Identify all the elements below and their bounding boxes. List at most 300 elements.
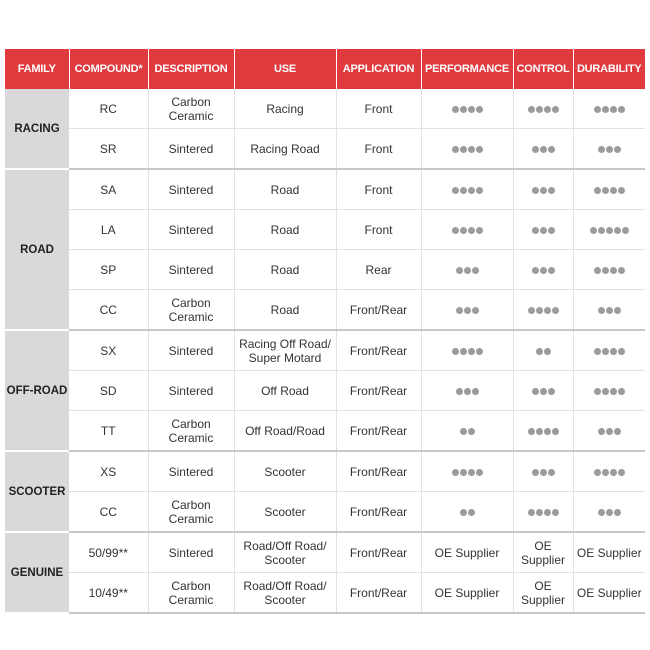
rating-dot-icon <box>614 509 621 516</box>
compound-cell <box>69 129 148 170</box>
application-cell <box>336 210 421 250</box>
description-text: Sintered <box>168 343 214 358</box>
performance-cell <box>421 250 513 290</box>
description-cell <box>148 330 234 371</box>
durability-cell <box>573 573 645 614</box>
control-rating-dots <box>536 348 551 355</box>
rating-dot-icon <box>602 267 609 274</box>
application-text: Front <box>364 182 393 197</box>
application-text: Front/Rear <box>349 585 408 600</box>
rating-dot-icon <box>460 146 467 153</box>
rating-dot-icon <box>532 227 539 234</box>
rating-dot-icon <box>610 187 617 194</box>
application-text: Front/Rear <box>349 383 408 398</box>
use-text: Road/Off Road/ Scooter <box>243 538 327 567</box>
description-cell <box>148 573 234 614</box>
rating-dot-icon <box>544 307 551 314</box>
use-cell <box>234 492 336 533</box>
control-cell <box>513 411 573 452</box>
description-text: Carbon Ceramic <box>168 416 214 445</box>
rating-dot-icon <box>540 469 547 476</box>
compound-cell <box>69 411 148 452</box>
application-cell <box>336 129 421 170</box>
rating-dot-icon <box>468 146 475 153</box>
rating-dot-icon <box>606 509 613 516</box>
rating-dot-icon <box>618 388 625 395</box>
table-row <box>5 129 645 170</box>
compound-cell <box>69 250 148 290</box>
durability-rating-dots <box>590 227 629 234</box>
rating-dot-icon <box>468 428 475 435</box>
compound-cell <box>69 532 148 573</box>
rating-dot-icon <box>472 307 479 314</box>
description-text: Sintered <box>168 262 214 277</box>
rating-dot-icon <box>452 348 459 355</box>
control-cell <box>513 169 573 210</box>
durability-cell <box>573 290 645 331</box>
header-compound: COMPOUND* <box>69 49 148 89</box>
header-use: USE <box>234 49 336 89</box>
description-cell <box>148 89 234 129</box>
description-text: Sintered <box>168 464 214 479</box>
rating-dot-icon <box>476 146 483 153</box>
description-cell <box>148 290 234 331</box>
rating-dot-icon <box>536 307 543 314</box>
header-performance: PERFORMANCE <box>421 49 513 89</box>
rating-dot-icon <box>532 388 539 395</box>
performance-cell <box>421 290 513 331</box>
performance-rating-dots <box>452 187 483 194</box>
application-cell <box>336 532 421 573</box>
use-text: Racing <box>266 101 304 116</box>
rating-dot-icon <box>598 509 605 516</box>
control-rating-dots <box>532 187 555 194</box>
application-text: Front <box>364 141 393 156</box>
description-text: Carbon Ceramic <box>168 295 214 324</box>
rating-dot-icon <box>460 469 467 476</box>
use-text: Racing Off Road/ Super Motard <box>239 336 331 365</box>
rating-dot-icon <box>610 106 617 113</box>
rating-dot-icon <box>540 146 547 153</box>
table-row <box>5 532 645 573</box>
table-row <box>5 411 645 452</box>
rating-dot-icon <box>590 227 597 234</box>
durability-text: OE Supplier <box>576 545 642 560</box>
performance-rating-dots <box>452 146 483 153</box>
use-cell <box>234 89 336 129</box>
control-cell <box>513 451 573 492</box>
performance-rating-dots <box>456 267 479 274</box>
rating-dot-icon <box>460 227 467 234</box>
application-cell <box>336 250 421 290</box>
durability-rating-dots <box>594 187 625 194</box>
control-cell <box>513 371 573 411</box>
rating-dot-icon <box>602 187 609 194</box>
description-cell <box>148 129 234 170</box>
use-text: Road/Off Road/ Scooter <box>243 578 327 607</box>
table-row <box>5 573 645 614</box>
rating-dot-icon <box>528 106 535 113</box>
rating-dot-icon <box>528 307 535 314</box>
application-cell <box>336 411 421 452</box>
rating-dot-icon <box>476 469 483 476</box>
family-cell: ROAD <box>5 169 69 330</box>
use-cell <box>234 250 336 290</box>
use-cell <box>234 451 336 492</box>
compound-cell <box>69 89 148 129</box>
rating-dot-icon <box>452 469 459 476</box>
rating-dot-icon <box>536 106 543 113</box>
durability-cell <box>573 89 645 129</box>
rating-dot-icon <box>536 509 543 516</box>
compound-text: SR <box>99 141 117 156</box>
application-cell <box>336 169 421 210</box>
rating-dot-icon <box>618 267 625 274</box>
use-text: Racing Road <box>250 141 320 156</box>
header-application: APPLICATION <box>336 49 421 89</box>
family-cell: OFF-ROAD <box>5 330 69 451</box>
rating-dot-icon <box>468 187 475 194</box>
rating-dot-icon <box>602 348 609 355</box>
compound-cell <box>69 371 148 411</box>
performance-cell <box>421 89 513 129</box>
compound-text: CC <box>99 504 117 519</box>
application-cell <box>336 290 421 331</box>
rating-dot-icon <box>464 267 471 274</box>
brake-pad-compound-table <box>5 49 645 614</box>
compound-text: SD <box>99 383 117 398</box>
use-text: Off Road <box>261 383 309 398</box>
durability-rating-dots <box>598 428 621 435</box>
table-row <box>5 371 645 411</box>
table-row <box>5 451 645 492</box>
application-cell <box>336 492 421 533</box>
rating-dot-icon <box>606 227 613 234</box>
performance-rating-dots <box>460 509 475 516</box>
rating-dot-icon <box>606 307 613 314</box>
rating-dot-icon <box>552 106 559 113</box>
rating-dot-icon <box>594 267 601 274</box>
rating-dot-icon <box>468 348 475 355</box>
compound-cell <box>69 169 148 210</box>
rating-dot-icon <box>548 469 555 476</box>
rating-dot-icon <box>536 348 543 355</box>
control-rating-dots <box>532 267 555 274</box>
rating-dot-icon <box>540 187 547 194</box>
control-rating-dots <box>528 106 559 113</box>
control-cell <box>513 492 573 533</box>
family-cell: GENUINE <box>5 532 69 613</box>
header-durability: DURABILITY <box>573 49 645 89</box>
table-row <box>5 210 645 250</box>
description-text: Sintered <box>168 383 214 398</box>
durability-cell <box>573 411 645 452</box>
durability-rating-dots <box>598 146 621 153</box>
durability-rating-dots <box>594 388 625 395</box>
rating-dot-icon <box>540 388 547 395</box>
description-cell <box>148 250 234 290</box>
application-cell <box>336 573 421 614</box>
use-cell <box>234 330 336 371</box>
rating-dot-icon <box>464 388 471 395</box>
rating-dot-icon <box>460 428 467 435</box>
durability-cell <box>573 330 645 371</box>
performance-cell <box>421 330 513 371</box>
performance-cell <box>421 451 513 492</box>
rating-dot-icon <box>528 509 535 516</box>
durability-rating-dots <box>598 307 621 314</box>
description-text: Sintered <box>168 141 214 156</box>
durability-rating-dots <box>594 469 625 476</box>
compound-text: XS <box>100 464 117 479</box>
rating-dot-icon <box>456 388 463 395</box>
use-cell <box>234 573 336 614</box>
rating-dot-icon <box>618 348 625 355</box>
description-text: Sintered <box>168 545 214 560</box>
performance-cell <box>421 129 513 170</box>
application-text: Front <box>364 101 393 116</box>
rating-dot-icon <box>602 106 609 113</box>
use-cell <box>234 169 336 210</box>
rating-dot-icon <box>618 106 625 113</box>
rating-dot-icon <box>552 509 559 516</box>
rating-dot-icon <box>610 388 617 395</box>
rating-dot-icon <box>532 469 539 476</box>
table-row <box>5 492 645 533</box>
control-rating-dots <box>532 388 555 395</box>
family-cell: RACING <box>5 89 69 169</box>
performance-text: OE Supplier <box>434 585 500 600</box>
table-body <box>5 89 645 613</box>
control-rating-dots <box>532 146 555 153</box>
compound-cell <box>69 330 148 371</box>
rating-dot-icon <box>598 428 605 435</box>
compound-text: SA <box>100 182 117 197</box>
durability-cell <box>573 451 645 492</box>
performance-rating-dots <box>452 469 483 476</box>
rating-dot-icon <box>610 469 617 476</box>
durability-cell <box>573 210 645 250</box>
performance-cell <box>421 573 513 614</box>
rating-dot-icon <box>594 388 601 395</box>
rating-dot-icon <box>532 267 539 274</box>
control-cell <box>513 210 573 250</box>
description-cell <box>148 492 234 533</box>
performance-rating-dots <box>456 388 479 395</box>
compound-text: 10/49** <box>88 585 128 600</box>
control-cell <box>513 250 573 290</box>
compound-text: 50/99** <box>88 545 128 560</box>
control-rating-dots <box>532 469 555 476</box>
rating-dot-icon <box>594 106 601 113</box>
control-rating-dots <box>528 307 559 314</box>
compound-cell <box>69 573 148 614</box>
rating-dot-icon <box>468 227 475 234</box>
header-family: FAMILY <box>5 49 69 89</box>
control-cell <box>513 129 573 170</box>
rating-dot-icon <box>618 187 625 194</box>
rating-dot-icon <box>468 469 475 476</box>
table-row <box>5 290 645 331</box>
use-text: Road <box>270 262 300 277</box>
control-cell <box>513 330 573 371</box>
rating-dot-icon <box>540 227 547 234</box>
durability-cell <box>573 532 645 573</box>
performance-cell <box>421 210 513 250</box>
control-cell <box>513 290 573 331</box>
rating-dot-icon <box>472 388 479 395</box>
description-text: Carbon Ceramic <box>168 94 214 123</box>
compound-cell <box>69 210 148 250</box>
description-text: Sintered <box>168 182 214 197</box>
rating-dot-icon <box>610 348 617 355</box>
family-cell: SCOOTER <box>5 451 69 532</box>
rating-dot-icon <box>598 227 605 234</box>
performance-rating-dots <box>452 227 483 234</box>
rating-dot-icon <box>622 227 629 234</box>
performance-rating-dots <box>460 428 475 435</box>
header-control: CONTROL <box>513 49 573 89</box>
compound-text: SX <box>100 343 117 358</box>
description-cell <box>148 451 234 492</box>
rating-dot-icon <box>456 267 463 274</box>
rating-dot-icon <box>614 227 621 234</box>
description-cell <box>148 210 234 250</box>
rating-dot-icon <box>468 509 475 516</box>
compound-text: TT <box>100 423 116 438</box>
durability-rating-dots <box>594 348 625 355</box>
use-text: Road <box>270 182 300 197</box>
durability-cell <box>573 129 645 170</box>
rating-dot-icon <box>548 388 555 395</box>
compound-text: SP <box>100 262 117 277</box>
rating-dot-icon <box>456 307 463 314</box>
rating-dot-icon <box>594 187 601 194</box>
description-text: Carbon Ceramic <box>168 497 214 526</box>
rating-dot-icon <box>460 509 467 516</box>
performance-text: OE Supplier <box>434 545 500 560</box>
durability-text: OE Supplier <box>576 585 642 600</box>
use-text: Scooter <box>264 464 306 479</box>
use-cell <box>234 129 336 170</box>
durability-cell <box>573 371 645 411</box>
rating-dot-icon <box>460 348 467 355</box>
rating-dot-icon <box>548 146 555 153</box>
performance-cell <box>421 492 513 533</box>
compound-text: RC <box>99 101 117 116</box>
performance-rating-dots <box>452 348 483 355</box>
use-text: Road <box>270 302 300 317</box>
rating-dot-icon <box>452 187 459 194</box>
durability-rating-dots <box>594 106 625 113</box>
rating-dot-icon <box>552 307 559 314</box>
description-text: Sintered <box>168 222 214 237</box>
rating-dot-icon <box>536 428 543 435</box>
table-row <box>5 330 645 371</box>
durability-cell <box>573 492 645 533</box>
rating-dot-icon <box>540 267 547 274</box>
rating-dot-icon <box>548 187 555 194</box>
performance-rating-dots <box>452 106 483 113</box>
rating-dot-icon <box>544 509 551 516</box>
rating-dot-icon <box>598 307 605 314</box>
application-cell <box>336 330 421 371</box>
compound-cell <box>69 290 148 331</box>
use-cell <box>234 290 336 331</box>
application-cell <box>336 371 421 411</box>
performance-cell <box>421 169 513 210</box>
use-cell <box>234 210 336 250</box>
table-row <box>5 250 645 290</box>
application-text: Front/Rear <box>349 464 408 479</box>
table-row <box>5 169 645 210</box>
rating-dot-icon <box>594 469 601 476</box>
rating-dot-icon <box>618 469 625 476</box>
rating-dot-icon <box>464 307 471 314</box>
header-description: DESCRIPTION <box>148 49 234 89</box>
rating-dot-icon <box>598 146 605 153</box>
control-cell <box>513 89 573 129</box>
rating-dot-icon <box>614 307 621 314</box>
control-text: OE Supplier <box>520 578 566 607</box>
control-rating-dots <box>528 509 559 516</box>
control-cell <box>513 532 573 573</box>
rating-dot-icon <box>606 428 613 435</box>
application-text: Front/Rear <box>349 545 408 560</box>
rating-dot-icon <box>528 428 535 435</box>
application-text: Front/Rear <box>349 302 408 317</box>
table-row <box>5 89 645 129</box>
description-cell <box>148 411 234 452</box>
use-cell <box>234 371 336 411</box>
use-text: Scooter <box>264 504 306 519</box>
rating-dot-icon <box>472 267 479 274</box>
use-text: Road <box>270 222 300 237</box>
application-text: Front <box>364 222 393 237</box>
performance-cell <box>421 371 513 411</box>
control-text: OE Supplier <box>520 538 566 567</box>
performance-cell <box>421 532 513 573</box>
control-rating-dots <box>528 428 559 435</box>
rating-dot-icon <box>602 388 609 395</box>
description-cell <box>148 371 234 411</box>
rating-dot-icon <box>594 348 601 355</box>
rating-dot-icon <box>532 187 539 194</box>
header-row <box>5 49 645 89</box>
rating-dot-icon <box>476 106 483 113</box>
use-cell <box>234 532 336 573</box>
durability-cell <box>573 250 645 290</box>
rating-dot-icon <box>476 227 483 234</box>
rating-dot-icon <box>610 267 617 274</box>
compound-text: CC <box>99 302 117 317</box>
performance-rating-dots <box>456 307 479 314</box>
rating-dot-icon <box>460 106 467 113</box>
rating-dot-icon <box>544 348 551 355</box>
application-text: Front/Rear <box>349 423 408 438</box>
application-cell <box>336 451 421 492</box>
compound-cell <box>69 451 148 492</box>
use-cell <box>234 411 336 452</box>
rating-dot-icon <box>614 146 621 153</box>
rating-dot-icon <box>602 469 609 476</box>
rating-dot-icon <box>532 146 539 153</box>
rating-dot-icon <box>452 106 459 113</box>
rating-dot-icon <box>452 227 459 234</box>
rating-dot-icon <box>606 146 613 153</box>
application-text: Front/Rear <box>349 343 408 358</box>
rating-dot-icon <box>476 348 483 355</box>
